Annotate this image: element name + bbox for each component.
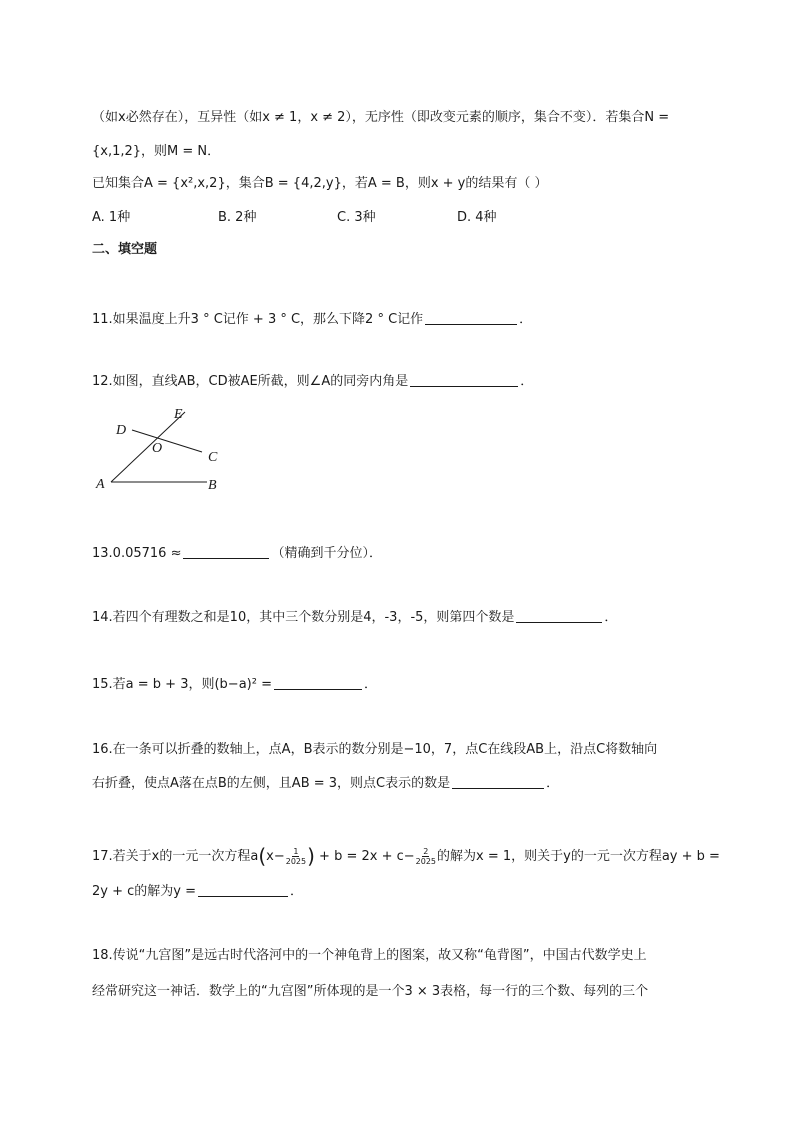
- fraction-2: [416, 847, 436, 866]
- question-17-end: ．: [290, 884, 304, 899]
- question-15: [92, 675, 377, 695]
- question-14: [92, 608, 617, 628]
- question-14-end: ．: [604, 610, 618, 625]
- line-cd: [132, 430, 202, 452]
- question-11-end: ．: [519, 312, 533, 327]
- fraction-1-denominator: 2025: [285, 857, 307, 866]
- option-d: D. 4种: [457, 210, 497, 225]
- left-paren: (: [258, 844, 267, 868]
- right-paren: ): [307, 844, 315, 868]
- label-d: D: [116, 423, 127, 438]
- question-10-stem: 已知集合A = {x²,x,2}，集合B = {4,2,y}，若A = B，则x + y的结果有（ ）: [92, 176, 548, 191]
- answer-blank-13[interactable]: [183, 544, 269, 559]
- answer-blank-15[interactable]: [274, 675, 362, 690]
- fraction-2-numerator: 2: [423, 847, 429, 856]
- question-12-end: ．: [520, 374, 534, 389]
- question-16-end: ．: [546, 776, 560, 791]
- answer-blank-16[interactable]: [452, 774, 544, 789]
- question-12: [92, 372, 533, 392]
- fraction-1: [286, 847, 306, 866]
- question-11: [92, 310, 532, 330]
- question-17-line-2: [92, 882, 303, 902]
- intro-line-2: {x,1,2}，则M = N．: [92, 144, 221, 159]
- question-17-part-4: 的解为x = 1，则关于y的一元一次方程ay + b =: [437, 849, 720, 864]
- question-12-text: 12.如图，直线AB，CD被AE所截，则∠A的同旁内角是: [92, 374, 409, 389]
- intro-line-1: （如x必然存在），互异性（如x ≠ 1，x ≠ 2），无序性（即改变元素的顺序，集合不变）．若集合N =: [92, 110, 670, 125]
- question-13-text: 13.0.05716 ≈: [92, 546, 182, 561]
- question-18-line-2: 经常研究这一神话．数学上的“九宫图”所体现的是一个3 × 3表格，每一行的三个数、每列的三个: [92, 984, 649, 999]
- geometry-figure: [92, 400, 232, 495]
- question-16-line-1: 16.在一条可以折叠的数轴上，点A，B表示的数分别是−10，7，点C在线段AB上，沿点C将数轴向: [92, 742, 658, 757]
- question-18-line-1: 18.传说“九宫图”是远古时代洛河中的一个神龟背上的图案，故又称“龟背图”，中国古代数学史上: [92, 948, 647, 963]
- section-title: 二、填空题: [92, 242, 158, 257]
- question-13: [92, 544, 382, 564]
- option-c: C. 3种: [337, 210, 376, 225]
- question-16-line-2: [92, 774, 559, 794]
- answer-blank-11[interactable]: [425, 310, 517, 325]
- question-11-text: 11.如果温度上升3 ° C记作 + 3 ° C，那么下降2 ° C记作: [92, 312, 424, 327]
- option-b: B. 2种: [218, 210, 257, 225]
- answer-blank-14[interactable]: [516, 608, 602, 623]
- question-15-text: 15.若a = b + 3，则(b−a)² =: [92, 677, 272, 692]
- question-17-line-1: [92, 844, 720, 868]
- question-14-text: 14.若四个有理数之和是10，其中三个数分别是4，-3，-5，则第四个数是: [92, 610, 515, 625]
- question-17-text: 2y + c的解为y =: [92, 884, 196, 899]
- label-c: C: [208, 450, 218, 465]
- fraction-2-denominator: 2025: [415, 857, 437, 866]
- label-e: E: [174, 407, 183, 422]
- label-o: O: [152, 441, 163, 456]
- label-a: A: [96, 477, 105, 492]
- answer-blank-17[interactable]: [198, 882, 288, 897]
- question-17-part-1: 17.若关于x的一元一次方程a: [92, 849, 259, 864]
- answer-blank-12[interactable]: [410, 372, 518, 387]
- fraction-1-numerator: 1: [293, 847, 299, 856]
- question-17-part-2: x−: [266, 849, 285, 864]
- question-13-end: （精确到千分位）．: [271, 546, 382, 561]
- question-15-end: ．: [363, 677, 377, 692]
- option-a: A. 1种: [92, 210, 131, 225]
- question-17-part-3: + b = 2x + c−: [314, 849, 415, 864]
- question-16-text: 右折叠，使点A落在点B的左侧，且AB = 3，则点C表示的数是: [92, 776, 451, 791]
- label-b: B: [208, 478, 217, 493]
